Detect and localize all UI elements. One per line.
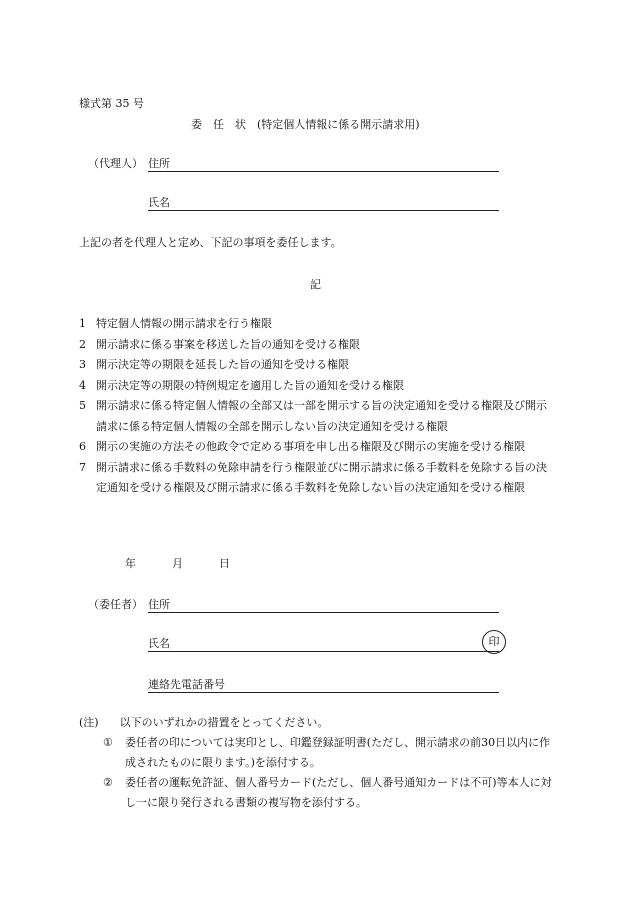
- note-item-text: 委任者の印については実印とし、印鑑登録証明書(ただし、開示請求の前30日以内に作成されたものに限ります。)を添付する。: [125, 736, 551, 769]
- note-item-mark: ②: [103, 776, 113, 789]
- list-item-text: 開示の実施の方法その他政令で定める事項を申し出る権限及び開示の実施を受ける権限: [96, 440, 525, 453]
- principal-address-label: 住所: [148, 598, 170, 611]
- list-item-number: 7: [79, 460, 86, 474]
- agent-address-field[interactable]: [148, 171, 499, 172]
- principal-phone-field[interactable]: [148, 692, 499, 693]
- date-month[interactable]: 月: [172, 557, 183, 570]
- notes-heading-text: 以下のいずれかの措置をとってください。: [119, 716, 329, 729]
- principal-address-field[interactable]: [148, 612, 499, 613]
- list-item-text: 開示請求に係る手数料の免除申請を行う権限並びに開示請求に係る手数料を免除する旨の決定通知を受ける権限及び開示請求に係る手数料を免除しない旨の決定通知を受ける権限: [96, 460, 547, 494]
- delegation-statement: 上記の者を代理人と定め、下記の事項を委任します。: [79, 236, 342, 249]
- principal-label: （委任者）: [88, 598, 143, 611]
- list-item-number: 4: [79, 378, 86, 392]
- ki-heading: 記: [310, 278, 321, 291]
- agent-label: （代理人）: [88, 157, 143, 170]
- notes-mark: (注): [79, 716, 99, 729]
- list-item-number: 2: [79, 337, 86, 351]
- list-item-text: 開示請求に係る特定個人情報の全部又は一部を開示する旨の決定通知を受ける権限及び開示請求に係る特定個人情報の全部を開示しない旨の決定通知を受ける権限: [96, 399, 547, 433]
- list-item-text: 開示決定等の期限の特例規定を適用した旨の通知を受ける権限: [96, 378, 404, 392]
- list-item-number: 5: [79, 399, 86, 412]
- list-item: [79, 396, 547, 437]
- list-item: [79, 376, 547, 397]
- list-item-number: 1: [79, 317, 86, 330]
- principal-name-field[interactable]: [148, 651, 499, 652]
- notes-section: [79, 713, 559, 813]
- agent-name-label: 氏名: [148, 196, 170, 209]
- agent-address-label: 住所: [148, 157, 170, 170]
- principal-name-label: 氏名: [148, 637, 170, 650]
- notes-heading: [79, 713, 559, 733]
- note-item: [79, 773, 559, 813]
- note-item: [79, 733, 559, 773]
- list-item-text: 開示決定等の期限を延長した旨の通知を受ける権限: [96, 358, 349, 371]
- list-item-number: 3: [79, 358, 86, 371]
- list-item: [79, 437, 547, 458]
- list-item: [79, 355, 547, 376]
- list-item: [79, 458, 547, 499]
- seal-mark: 印: [482, 630, 506, 654]
- list-item-text: 開示請求に係る事案を移送した旨の通知を受ける権限: [96, 337, 360, 351]
- date-day[interactable]: 日: [219, 557, 230, 570]
- agent-name-field[interactable]: [148, 210, 499, 211]
- principal-phone-label: 連絡先電話番号: [148, 678, 225, 691]
- authority-list: [79, 314, 547, 499]
- list-item: [79, 314, 547, 335]
- date-year[interactable]: 年: [125, 557, 136, 570]
- page-title: 委 任 状 (特定個人情報に係る開示請求用): [191, 118, 420, 131]
- list-item: [79, 335, 547, 356]
- list-item-text: 特定個人情報の開示請求を行う権限: [96, 317, 272, 330]
- note-item-mark: ①: [103, 736, 113, 749]
- form-number: 様式第 35 号: [79, 97, 144, 110]
- note-item-text: 委任者の運転免許証、個人番号カード(ただし、個人番号通知カードは不可)等本人に対し一に限り発行される書類の複写物を添付する。: [125, 776, 552, 809]
- list-item-number: 6: [79, 440, 86, 453]
